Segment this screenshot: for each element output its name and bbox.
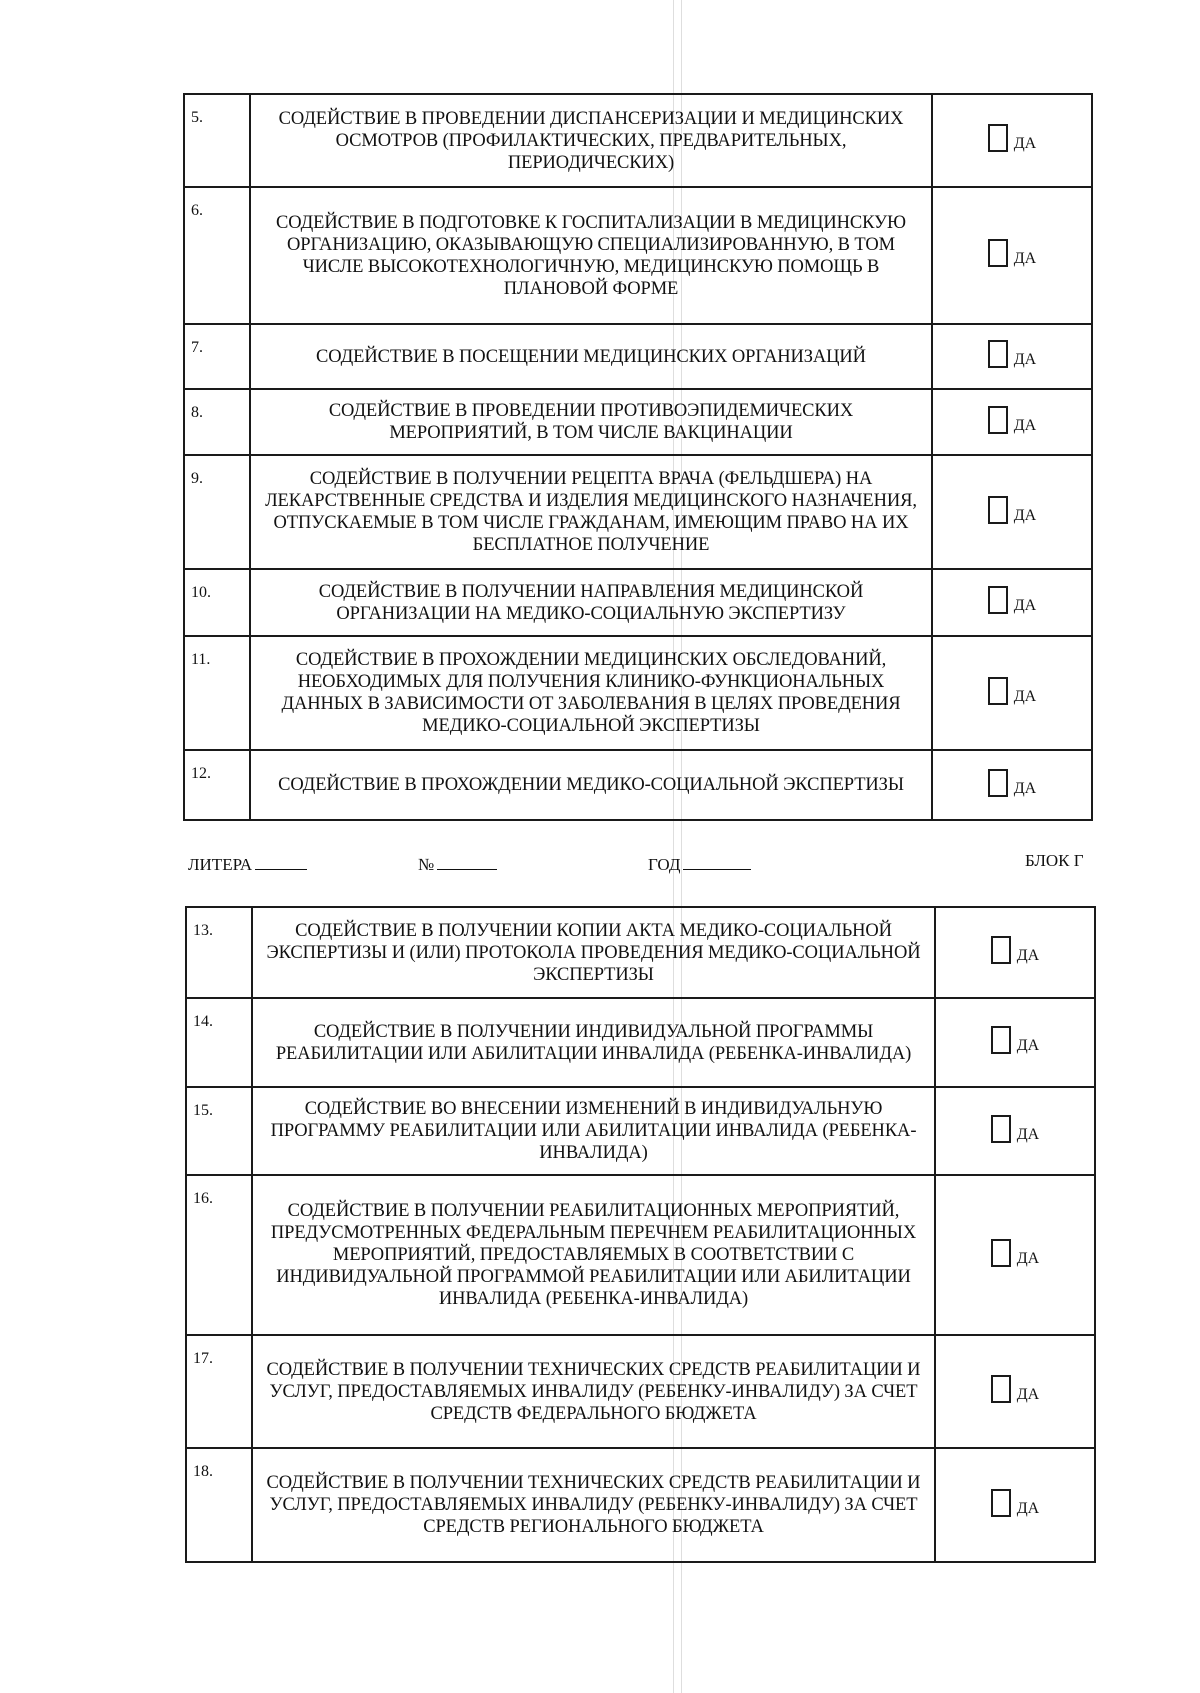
row-number: 7. [184,324,250,389]
yes-label: ДА [1013,687,1037,705]
yes-label: ДА [1016,1386,1040,1403]
yes-checkbox[interactable] [988,769,1036,797]
table-row [186,1175,1095,1335]
table-row [186,1335,1095,1448]
services-table-1 [183,93,1093,821]
row-text: СОДЕЙСТВИЕ В ПОЛУЧЕНИИ НАПРАВЛЕНИЯ МЕДИЦИНСКОЙ ОРГАНИЗАЦИИ НА МЕДИКО-СОЦИАЛЬНУЮ ЭКСПЕРТИЗУ [250,569,932,636]
row-text: СОДЕЙСТВИЕ В ПОСЕЩЕНИИ МЕДИЦИНСКИХ ОРГАНИЗАЦИЙ [250,324,932,389]
yes-checkbox[interactable] [988,340,1036,368]
litera-blank[interactable] [255,853,307,870]
table-row [186,907,1095,998]
row-number: 15. [186,1087,252,1175]
row-number: 11. [184,636,250,750]
row-number: 13. [186,907,252,998]
number-label: № [418,855,435,874]
table-row [184,750,1092,820]
checkbox-square-icon [988,496,1008,524]
yes-label: ДА [1013,351,1037,368]
row-number: 16. [186,1175,252,1335]
yes-label: ДА [1016,1249,1040,1267]
checkbox-square-icon [988,340,1008,368]
yes-label: ДА [1013,506,1037,524]
checkbox-square-icon [991,1489,1011,1517]
yes-label: ДА [1013,416,1037,434]
yes-label: ДА [1016,1499,1040,1517]
checkbox-square-icon [991,1375,1011,1403]
row-text: СОДЕЙСТВИЕ В ПОЛУЧЕНИИ ИНДИВИДУАЛЬНОЙ ПРОГРАММЫ РЕАБИЛИТАЦИИ ИЛИ АБИЛИТАЦИИ ИНВАЛИДА (РЕБЕНКА-ИНВАЛИДА) [252,998,935,1087]
number-field [418,853,497,875]
table-row [186,998,1095,1087]
number-blank[interactable] [437,853,497,870]
yes-label: ДА [1013,597,1037,614]
checkbox-square-icon [991,1239,1011,1267]
yes-label: ДА [1013,779,1037,797]
checkbox-square-icon [988,239,1008,267]
row-text: СОДЕЙСТВИЕ В ПОЛУЧЕНИИ КОПИИ АКТА МЕДИКО-СОЦИАЛЬНОЙ ЭКСПЕРТИЗЫ И (ИЛИ) ПРОТОКОЛА ПРОВЕДЕНИЯ МЕДИКО-СОЦИАЛЬНОЙ ЭКСПЕРТИЗЫ [252,907,935,998]
row-text: СОДЕЙСТВИЕ В ПОЛУЧЕНИИ ТЕХНИЧЕСКИХ СРЕДСТВ РЕАБИЛИТАЦИИ И УСЛУГ, ПРЕДОСТАВЛЯЕМЫХ ИНВАЛИДУ (РЕБЕНКУ-ИНВАЛИДУ) ЗА СЧЕТ СРЕДСТВ ФЕДЕРАЛЬНОГО БЮДЖЕТА [252,1335,935,1448]
row-number: 10. [184,569,250,636]
row-text: СОДЕЙСТВИЕ В ПОДГОТОВКЕ К ГОСПИТАЛИЗАЦИИ В МЕДИЦИНСКУЮ ОРГАНИЗАЦИЮ, ОКАЗЫВАЮЩУЮ СПЕЦИАЛИЗИРОВАННУЮ, В ТОМ ЧИСЛЕ ВЫСОКОТЕХНОЛОГИЧНУЮ, МЕДИЦИНСКУЮ ПОМОЩЬ В ПЛАНОВОЙ ФОРМЕ [250,187,932,324]
table-row [184,569,1092,636]
checkbox-square-icon [991,1026,1011,1054]
table-row [184,389,1092,455]
row-text: СОДЕЙСТВИЕ В ПРОХОЖДЕНИИ МЕДИКО-СОЦИАЛЬНОЙ ЭКСПЕРТИЗЫ [250,750,932,820]
row-number: 17. [186,1335,252,1448]
table-row [184,455,1092,569]
yes-checkbox[interactable] [988,586,1036,614]
yes-checkbox[interactable] [991,1239,1039,1267]
yes-checkbox[interactable] [991,936,1039,964]
row-number: 5. [184,94,250,187]
table-row [184,94,1092,187]
table-row [184,324,1092,389]
yes-label: ДА [1016,1125,1040,1143]
yes-checkbox[interactable] [988,406,1036,434]
yes-checkbox[interactable] [988,124,1036,152]
checkbox-square-icon [988,769,1008,797]
yes-label: ДА [1016,1037,1040,1054]
row-number: 9. [184,455,250,569]
row-text: СОДЕЙСТВИЕ В ПРОВЕДЕНИИ ПРОТИВОЭПИДЕМИЧЕСКИХ МЕРОПРИЯТИЙ, В ТОМ ЧИСЛЕ ВАКЦИНАЦИИ [250,389,932,455]
checkbox-square-icon [988,406,1008,434]
checkbox-square-icon [988,586,1008,614]
yes-checkbox[interactable] [991,1115,1039,1143]
year-label: ГОД [648,855,681,874]
yes-checkbox[interactable] [988,496,1036,524]
row-text: СОДЕЙСТВИЕ В ПОЛУЧЕНИИ ТЕХНИЧЕСКИХ СРЕДСТВ РЕАБИЛИТАЦИИ И УСЛУГ, ПРЕДОСТАВЛЯЕМЫХ ИНВАЛИДУ (РЕБЕНКУ-ИНВАЛИДУ) ЗА СЧЕТ СРЕДСТВ РЕГИОНАЛЬНОГО БЮДЖЕТА [252,1448,935,1562]
block-label: БЛОК Г [1025,851,1084,870]
checkbox-square-icon [991,936,1011,964]
row-number: 18. [186,1448,252,1562]
checkbox-square-icon [991,1115,1011,1143]
table-row [184,187,1092,324]
yes-label: ДА [1013,250,1037,267]
row-number: 8. [184,389,250,455]
yes-checkbox[interactable] [991,1375,1039,1403]
yes-checkbox[interactable] [991,1026,1039,1054]
table-row [186,1087,1095,1175]
yes-checkbox[interactable] [991,1489,1039,1517]
row-number: 6. [184,187,250,324]
yes-checkbox[interactable] [988,677,1036,705]
row-number: 12. [184,750,250,820]
year-blank[interactable] [683,853,751,870]
checkbox-square-icon [988,124,1008,152]
row-text: СОДЕЙСТВИЕ ВО ВНЕСЕНИИ ИЗМЕНЕНИЙ В ИНДИВИДУАЛЬНУЮ ПРОГРАММУ РЕАБИЛИТАЦИИ ИЛИ АБИЛИТАЦИИ ИНВАЛИДА (РЕБЕНКА-ИНВАЛИДА) [252,1087,935,1175]
table-row [184,636,1092,750]
yes-checkbox[interactable] [988,239,1036,267]
row-text: СОДЕЙСТВИЕ В ПРОХОЖДЕНИИ МЕДИЦИНСКИХ ОБСЛЕДОВАНИЙ, НЕОБХОДИМЫХ ДЛЯ ПОЛУЧЕНИЯ КЛИНИКО-ФУНКЦИОНАЛЬНЫХ ДАННЫХ В ЗАВИСИМОСТИ ОТ ЗАБОЛЕВАНИЯ В ЦЕЛЯХ ПРОВЕДЕНИЯ МЕДИКО-СОЦИАЛЬНОЙ ЭКСПЕРТИЗЫ [250,636,932,750]
year-field [648,853,751,875]
yes-label: ДА [1016,947,1040,964]
services-table-2 [185,906,1096,1563]
litera-label: ЛИТЕРА [188,855,253,874]
checkbox-square-icon [988,677,1008,705]
row-text: СОДЕЙСТВИЕ В ПРОВЕДЕНИИ ДИСПАНСЕРИЗАЦИИ И МЕДИЦИНСКИХ ОСМОТРОВ (ПРОФИЛАКТИЧЕСКИХ, ПРЕДВАРИТЕЛЬНЫХ, ПЕРИОДИЧЕСКИХ) [250,94,932,187]
litera-field [188,853,307,875]
row-text: СОДЕЙСТВИЕ В ПОЛУЧЕНИИ РЕЦЕПТА ВРАЧА (ФЕЛЬДШЕРА) НА ЛЕКАРСТВЕННЫЕ СРЕДСТВА И ИЗДЕЛИЯ МЕДИЦИНСКОГО НАЗНАЧЕНИЯ, ОТПУСКАЕМЫЕ В ТОМ ЧИСЛЕ ГРАЖДАНАМ, ИМЕЮЩИМ ПРАВО НА ИХ БЕСПЛАТНОЕ ПОЛУЧЕНИЕ [250,455,932,569]
table-row [186,1448,1095,1562]
row-number: 14. [186,998,252,1087]
row-text: СОДЕЙСТВИЕ В ПОЛУЧЕНИИ РЕАБИЛИТАЦИОННЫХ МЕРОПРИЯТИЙ, ПРЕДУСМОТРЕННЫХ ФЕДЕРАЛЬНЫМ ПЕРЕЧНЕМ РЕАБИЛИТАЦИОННЫХ МЕРОПРИЯТИЙ, ПРЕДОСТАВЛЯЕМЫХ В СООТВЕТСТВИИ С ИНДИВИДУАЛЬНОЙ ПРОГРАММОЙ РЕАБИЛИТАЦИИ ИЛИ АБИЛИТАЦИИ ИНВАЛИДА (РЕБЕНКА-ИНВАЛИДА) [252,1175,935,1335]
yes-label: ДА [1013,135,1037,152]
